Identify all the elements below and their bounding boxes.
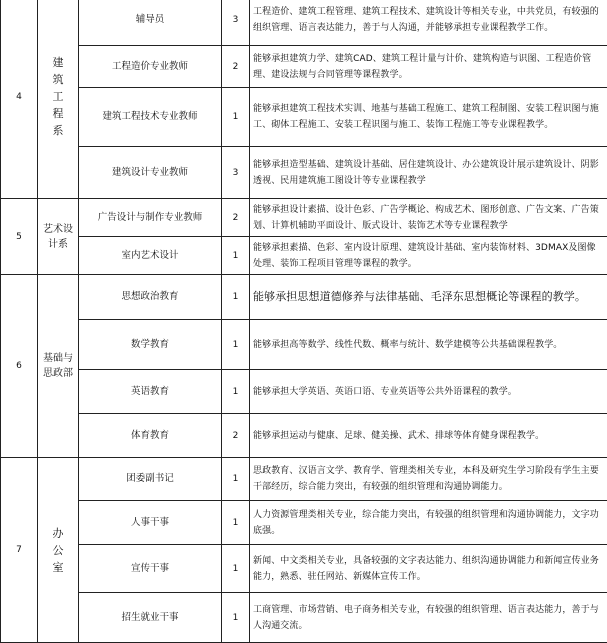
requirement-cell: 能够承担素描、色彩、室内设计原理、建筑设计基础、室内装饰材料、3DMAX及图像处理、装饰工程项目管理等课程的教学。	[250, 237, 607, 275]
requirement-cell: 新闻、中文类相关专业，具备较强的文字表达能力、组织沟通协调能力和新闻宣传业务能力，熟悉、驻任网站、新媒体宣传工作。	[250, 545, 607, 593]
table-row	[1, 370, 607, 414]
table-row	[1, 237, 607, 275]
count-cell: 2	[222, 199, 250, 237]
requirement-cell: 能够承担思想道德修养与法律基础、毛泽东思想概论等课程的教学。	[250, 275, 607, 320]
table-row	[1, 88, 607, 147]
requirement-cell: 能够承担造型基础、建筑设计基础、居住建筑设计、办公建筑设计展示建筑设计、阴影透视、民用建筑施工图设计等专业课程教学	[250, 147, 607, 199]
count-cell: 2	[222, 414, 250, 458]
requirement-cell: 能够承担建筑工程技术实训、地基与基础工程施工、建筑工程制图、安装工程识图与施工、砌体工程施工、安装工程识图与施工、装饰工程施工等专业课程教学。	[250, 88, 607, 147]
row-number: 7	[1, 458, 38, 643]
row-number: 6	[1, 275, 38, 458]
table-row	[1, 501, 607, 545]
department-cell: 建筑工程系	[38, 0, 79, 199]
count-cell: 1	[222, 320, 250, 370]
count-cell: 1	[222, 501, 250, 545]
requirement-cell: 工程造价、建筑工程管理、建筑工程技术、建筑设计等相关专业，中共党员，有较强的组织管理、语言表达能力，善于与人沟通，并能够承担专业课程教学工作。	[250, 0, 607, 46]
count-cell: 1	[222, 275, 250, 320]
count-cell: 3	[222, 147, 250, 199]
requirement-cell: 能够承担运动与健康、足球、健美操、武术、排球等体育健身课程教学。	[250, 414, 607, 458]
requirement-cell: 能够承担建筑力学、建筑CAD、建筑工程计量与计价、建筑构造与识图、工程造价管理、建设法规与合同管理等课程教学。	[250, 46, 607, 88]
position-cell: 室内艺术设计	[79, 237, 222, 275]
position-cell: 建筑工程技术专业教师	[79, 88, 222, 147]
count-cell: 1	[222, 458, 250, 501]
count-cell: 1	[222, 545, 250, 593]
requirement-cell: 思政教育、汉语言文学、教育学、管理类相关专业，本科及研究生学习阶段有学生主要干部经历，综合能力突出，有较强的组织管理和沟通协调能力。	[250, 458, 607, 501]
position-cell: 思想政治教育	[79, 275, 222, 320]
count-cell: 1	[222, 370, 250, 414]
row-number: 5	[1, 199, 38, 275]
position-cell: 人事干事	[79, 501, 222, 545]
position-cell: 宣传干事	[79, 545, 222, 593]
position-cell: 英语教育	[79, 370, 222, 414]
table-row	[1, 147, 607, 199]
position-cell: 团委副书记	[79, 458, 222, 501]
row-number: 4	[1, 0, 38, 199]
position-cell: 数学教育	[79, 320, 222, 370]
position-cell: 招生就业干事	[79, 593, 222, 643]
position-cell: 辅导员	[79, 0, 222, 46]
table-row	[1, 0, 607, 46]
position-cell: 建筑设计专业教师	[79, 147, 222, 199]
department-cell: 基础与思政部	[38, 275, 79, 458]
count-cell: 2	[222, 46, 250, 88]
count-cell: 1	[222, 237, 250, 275]
table-row	[1, 46, 607, 88]
table-row	[1, 320, 607, 370]
table-row	[1, 458, 607, 501]
requirement-cell: 能够承担高等数学、线性代数、概率与统计、数学建模等公共基础课程教学。	[250, 320, 607, 370]
table-row	[1, 414, 607, 458]
count-cell: 3	[222, 0, 250, 46]
position-cell: 体育教育	[79, 414, 222, 458]
count-cell: 1	[222, 593, 250, 643]
requirement-cell: 能够承担设计素描、设计色彩、广告学概论、构成艺术、图形创意、广告文案、广告策划、计算机辅助平面设计、版式设计、装饰艺术等专业课程教学	[250, 199, 607, 237]
table-row	[1, 593, 607, 643]
department-cell: 艺术设计系	[38, 199, 79, 275]
requirement-cell: 人力资源管理类相关专业，综合能力突出，有较强的组织管理和沟通协调能力，文字功底强。	[250, 501, 607, 545]
count-cell: 1	[222, 88, 250, 147]
requirement-cell: 工商管理、市场营销、电子商务相关专业，有较强的组织管理、语言表达能力，善于与人沟通交流。	[250, 593, 607, 643]
position-cell: 工程造价专业教师	[79, 46, 222, 88]
table-row	[1, 275, 607, 320]
requirement-cell: 能够承担大学英语、英语口语、专业英语等公共外语课程的教学。	[250, 370, 607, 414]
table-row	[1, 545, 607, 593]
table-row	[1, 199, 607, 237]
position-cell: 广告设计与制作专业教师	[79, 199, 222, 237]
department-cell: 办公室	[38, 458, 79, 643]
